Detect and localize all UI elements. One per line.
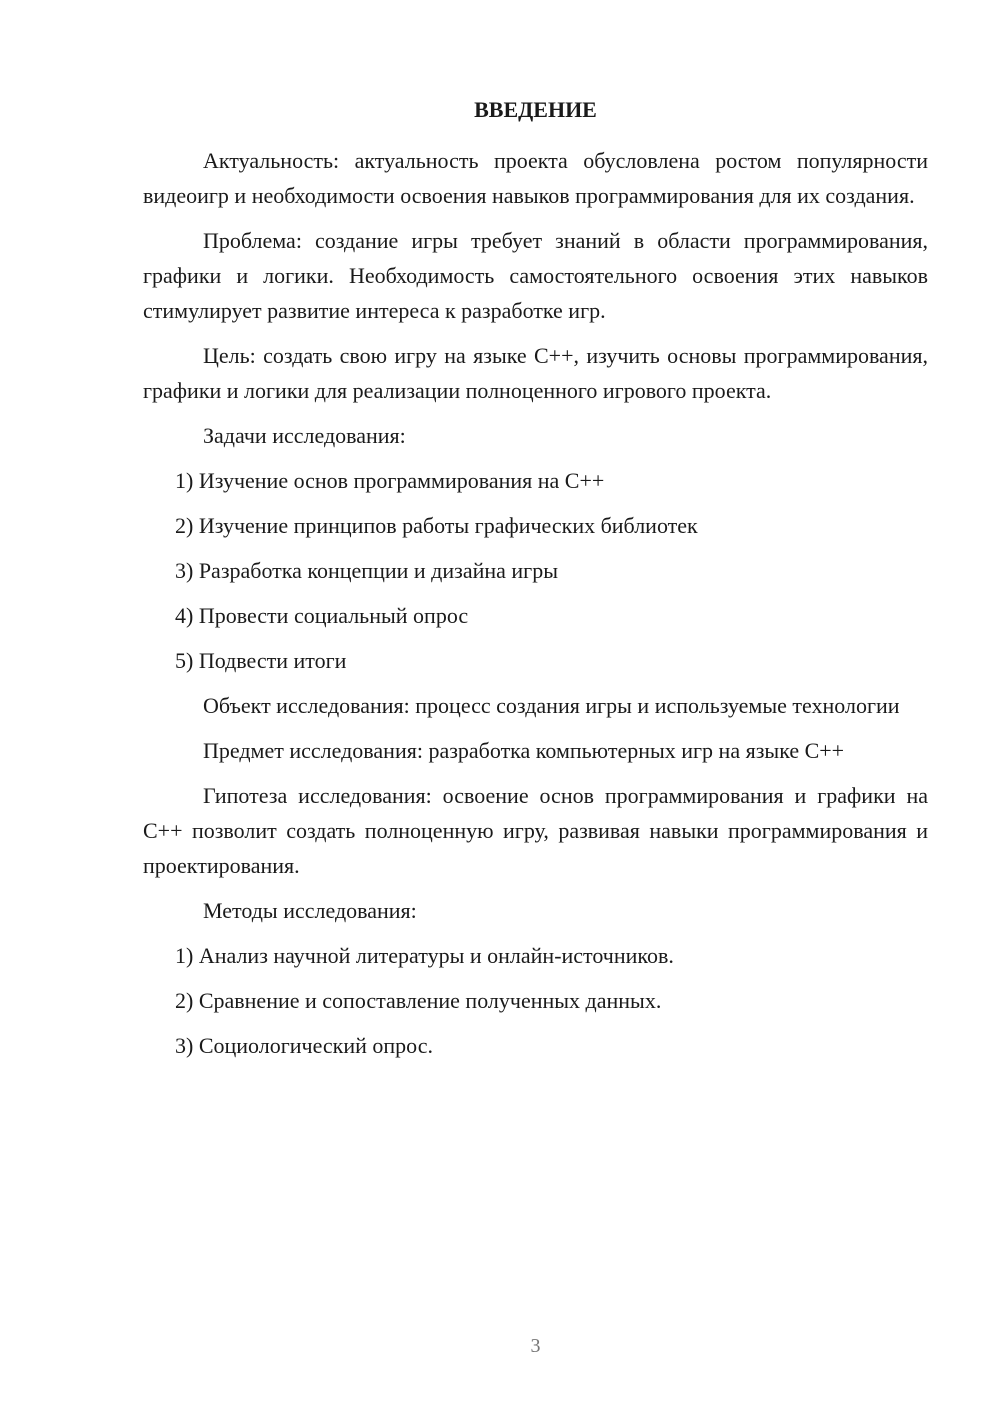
list-item: 1) Изучение основ программирования на C++ [175,468,605,493]
list-item: 2) Сравнение и сопоставление полученных данных. [175,988,662,1013]
paragraph-object: Объект исследования: процесс создания игры и используемые технологии [203,693,900,718]
methods-heading: Методы исследования: [203,898,417,923]
list-item: 3) Разработка концепции и дизайна игры [175,558,558,583]
list-item: 1) Анализ научной литературы и онлайн-источников. [175,943,674,968]
list-item: 5) Подвести итоги [175,648,347,673]
tasks-list [143,463,928,678]
paragraph-relevance: Актуальность: актуальность проекта обусловлена ростом популярности видеоигр и необходимости освоения навыков программирования для их создания. [143,148,928,208]
page-number: 3 [530,1335,541,1357]
list-item: 3) Социологический опрос. [175,1033,433,1058]
tasks-heading: Задачи исследования: [203,423,406,448]
list-item: 2) Изучение принципов работы графических библиотек [175,513,698,538]
methods-list [143,938,928,1063]
paragraph-problem: Проблема: создание игры требует знаний в области программирования, графики и логики. Необходимость самостоятельного освоения этих навыков стимулирует развитие интереса к разработке игр. [143,228,928,323]
document-body [143,143,928,1073]
paragraph-goal: Цель: создать свою игру на языке C++, изучить основы программирования, графики и логики для реализации полноценного игрового проекта. [143,343,928,403]
paragraph-hypothesis: Гипотеза исследования: освоение основ программирования и графики на C++ позволит создать полноценную игру, развивая навыки программирования и проектирования. [143,783,928,878]
list-item: 4) Провести социальный опрос [175,603,469,628]
paragraph-subject: Предмет исследования: разработка компьютерных игр на языке C++ [203,738,845,763]
section-title: ВВЕДЕНИЕ [474,97,597,122]
